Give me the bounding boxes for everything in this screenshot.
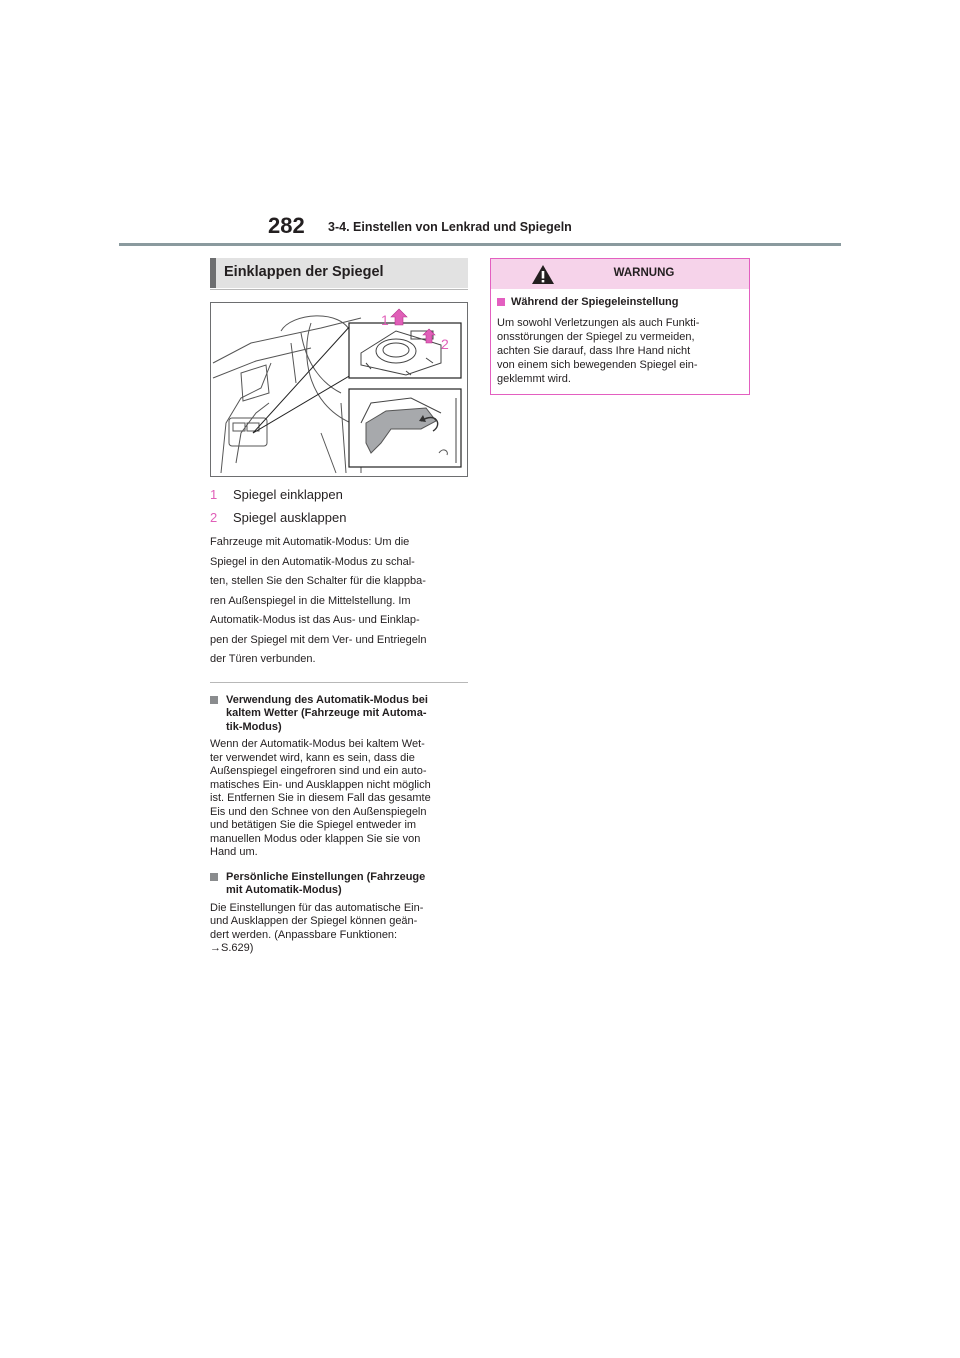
warning-line: von einem sich bewegenden Spiegel ein- [497,358,698,371]
note-line: Hand um. [210,846,258,858]
paragraph-line: Automatik-Modus ist das Aus- und Einklap- [210,614,420,626]
mirror-switch-illustration [210,302,468,477]
paragraph-line: Spiegel in den Automatik-Modus zu schal- [210,555,415,568]
figure-callout-1: 1 [381,312,389,328]
section-heading: Einklappen der Spiegel [210,258,468,288]
callout-number: 1 [210,487,218,502]
note-line: manuellen Modus oder klappen Sie sie von [210,832,421,845]
header-rule [119,243,841,246]
warning-line: geklemmt wird. [497,372,571,385]
note-title [210,871,468,898]
page-reference-link[interactable]: →S.629) [210,942,254,954]
note-title-line: kaltem Wetter (Fahrzeuge mit Automa- [226,707,427,719]
section-heading-rule [210,289,468,290]
callout-list [210,486,468,527]
warning-subheading [497,296,743,310]
note-body [210,902,468,956]
warning-line: onsstörungen der Spiegel zu vermeiden, [497,330,695,343]
note-line: Außenspiegel eingefroren sind und ein auto- [210,765,427,777]
callout-text: Spiegel ausklappen [233,510,347,525]
note-line: ter verwendet wird, kann es sein, dass die [210,751,415,764]
warning-subheading-text: Während der Spiegeleinstellung [511,296,679,308]
warning-header [491,259,749,289]
note-personal-settings [210,871,468,956]
note-title-line: tik-Modus) [226,720,282,733]
note-cold-weather [210,694,468,860]
square-bullet-icon [210,696,218,704]
note-line: ist. Entfernen Sie in diesem Fall das gesamte [210,792,431,804]
note-line: matisches Ein- und Ausklappen nicht möglich [210,778,431,791]
paragraph-line: ren Außenspiegel in die Mittelstellung. Im [210,594,411,607]
note-line: und Ausklappen der Spiegel können geän- [210,915,418,927]
section-divider [210,682,468,683]
note-title-line: Persönliche Einstellungen (Fahrzeuge [226,870,426,883]
callout-item [210,509,468,527]
figure-callout-2: 2 [441,336,449,352]
callout-text: Spiegel einklappen [233,487,343,502]
note-body [210,738,468,860]
warning-text [497,316,743,386]
note-title [210,694,468,735]
paragraph-line: pen der Spiegel mit dem Ver- und Entriegeln [210,633,427,646]
note-line: Eis und den Schnee von den Außenspiegeln [210,805,427,818]
square-bullet-icon [497,298,505,306]
main-column [210,258,468,956]
note-line: und betätigen Sie die Spiegel entweder im [210,819,417,831]
warning-line: achten Sie darauf, dass Ihre Hand nicht [497,344,691,357]
note-title-line: mit Automatik-Modus) [226,884,342,896]
automatic-mode-paragraph [210,533,468,670]
page-number: 282 [268,213,305,238]
warning-content [491,289,749,394]
callout-item [210,486,468,504]
paragraph-line: Fahrzeuge mit Automatik-Modus: Um die [210,536,410,548]
note-title-line: Verwendung des Automatik-Modus bei [226,693,428,706]
warning-line: Um sowohl Verletzungen als auch Funkti- [497,316,700,329]
square-bullet-icon [210,873,218,881]
note-line: Wenn der Automatik-Modus bei kaltem Wet- [210,738,425,750]
warning-label: WARNUNG [613,267,675,279]
chapter-title: 3-4. Einstellen von Lenkrad und Spiegeln [328,220,572,234]
note-line: Die Einstellungen für das automatische Ein- [210,901,424,914]
warning-box [490,258,750,395]
paragraph-line: der Türen verbunden. [210,653,316,665]
paragraph-line: ten, stellen Sie den Schalter für die klappba- [210,575,426,587]
note-line: dert werden. (Anpassbare Funktionen: [210,928,398,941]
callout-number: 2 [210,510,218,525]
